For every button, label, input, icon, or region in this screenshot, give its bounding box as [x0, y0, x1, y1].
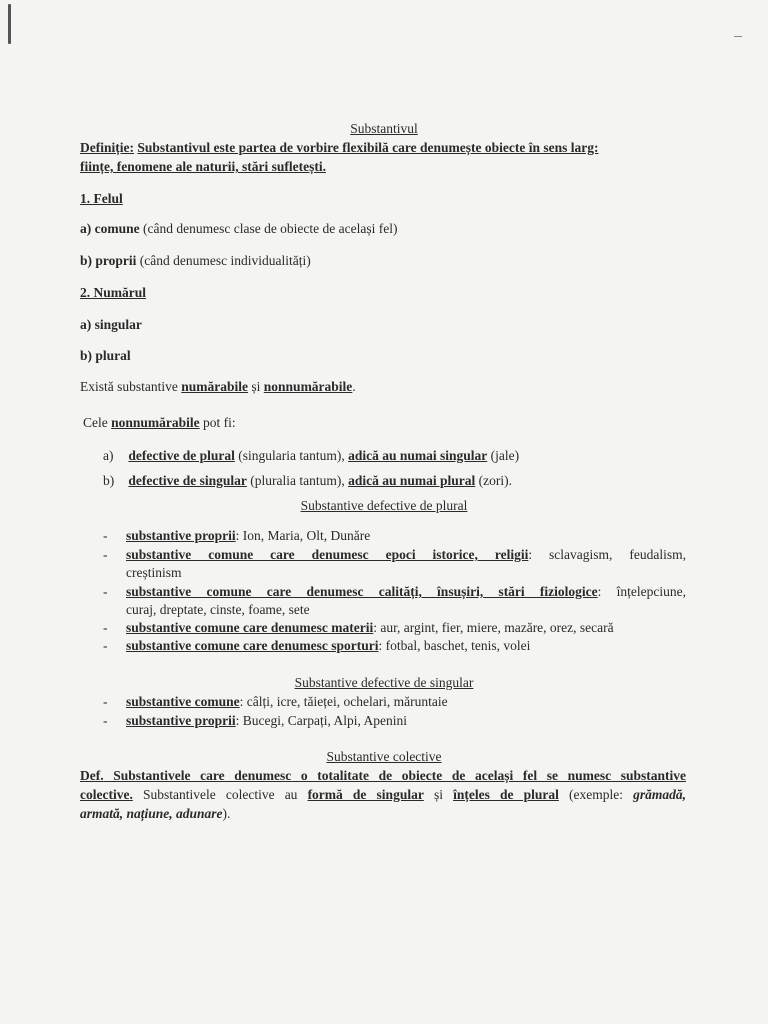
singular-item-2-text: : Bucegi, Carpați, Alpi, Apenini [235, 713, 408, 728]
singular-item-1-term: substantive comune [126, 694, 240, 709]
colective-def-text-1: Substantivele care denumesc o totalitate de obiecte de același fel se numesc substantive [103, 768, 686, 783]
colective-def-line-2 [80, 786, 686, 804]
colective-ex-pre: (exemple: [558, 787, 634, 802]
cele-pre: Cele [83, 415, 112, 430]
singular-item-2 [126, 712, 407, 730]
colective-inteles: înțeles de plural [453, 787, 559, 802]
plural-item-2-term: substantive comune care denumesc epoci istorice, religii [126, 547, 529, 562]
cele-post: pot fi: [199, 415, 236, 430]
exista-pre: Există substantive [80, 379, 182, 394]
colective-def-text-2: colective. [80, 787, 133, 802]
plural-item-2 [126, 546, 686, 564]
list-dash: - [103, 584, 108, 599]
defective-b-marker: b) [103, 473, 115, 488]
list-dash: - [103, 694, 108, 709]
scan-dash-mark [734, 36, 742, 37]
defective-a-post: (jale) [487, 448, 520, 463]
plural-item-3-cont: curaj, dreptate, cinste, foame, sete [126, 602, 310, 617]
page-title: Substantivul [350, 121, 418, 136]
list-dash: - [103, 713, 108, 728]
defective-b-post: (zori). [475, 473, 512, 488]
plural-item-1-term: substantive proprii [126, 528, 236, 543]
felul-item-a [80, 220, 397, 238]
cele-line [83, 414, 236, 432]
colective-ex-end: ). [222, 806, 231, 821]
plural-item-2-text: : sclavagism, feudalism, [528, 547, 686, 562]
list-dash: - [103, 620, 108, 635]
colective-ex-2: armată, națiune, adunare [80, 806, 223, 821]
cele-term: nonnumărabile [111, 415, 200, 430]
plural-item-1-text: : Ion, Maria, Olt, Dunăre [235, 528, 371, 543]
exista-term-1: numărabile [181, 379, 249, 394]
plural-item-4-term: substantive comune care denumesc materii [126, 620, 374, 635]
exista-term-2: nonnumărabile [263, 379, 353, 394]
plural-item-5 [126, 637, 530, 655]
plural-item-3-text: : înțelepciune, [597, 584, 686, 599]
list-dash: - [103, 528, 108, 543]
felul-a-prefix: a) [80, 221, 95, 236]
list-dash: - [103, 638, 108, 653]
colective-line-3 [80, 805, 230, 823]
defective-b-mid: (pluralia tantum), [246, 473, 349, 488]
exista-post: . [352, 379, 356, 394]
plural-item-3-term: substantive comune care denumesc calități, însușiri, stări fiziologice [126, 584, 598, 599]
plural-item-3 [126, 583, 686, 601]
section-title-colective: Substantive colective [326, 749, 442, 764]
colective-def-label: Def. [80, 768, 104, 783]
plural-item-4 [126, 619, 614, 637]
section-title-plural: Substantive defective de plural [300, 498, 468, 513]
defective-a-marker: a) [103, 448, 114, 463]
heading-felul: 1. Felul [80, 191, 123, 206]
plural-item-5-text: : fotbal, baschet, tenis, volei [378, 638, 531, 653]
plural-item-5-term: substantive comune care denumesc sporturi [126, 638, 379, 653]
colective-rest-1: Substantivele colective au [132, 787, 308, 802]
exista-line [80, 378, 356, 396]
felul-item-b [80, 252, 311, 270]
singular-item-1-text: : câlți, icre, tăieței, ochelari, măruntaie [239, 694, 448, 709]
definition-text-1: Substantivul este partea de vorbire flexibilă care denumește obiecte în sens larg: [137, 140, 599, 155]
scan-edge-mark [8, 4, 11, 44]
definition-label: Definiție: [80, 140, 134, 155]
heading-numarul: 2. Numărul [80, 285, 147, 300]
felul-b-term: proprii [95, 253, 137, 268]
singular-item-2-term: substantive proprii [126, 713, 236, 728]
colective-si: și [423, 787, 454, 802]
defective-b-term2: adică au numai plural [348, 473, 476, 488]
defective-b-term: defective de singular [128, 473, 247, 488]
colective-forma: formă de singular [307, 787, 424, 802]
felul-a-term: comune [94, 221, 140, 236]
definition-line-1 [80, 139, 686, 157]
plural-item-4-text: : aur, argint, fier, miere, mazăre, orez, secară [373, 620, 614, 635]
list-dash: - [103, 547, 108, 562]
exista-mid: și [248, 379, 264, 394]
plural-item-1 [126, 527, 370, 545]
numarul-item-a: a) singular [80, 317, 142, 332]
numarul-item-b: b) plural [80, 348, 131, 363]
defective-a-term2: adică au numai singular [348, 448, 488, 463]
colective-ex-1: grămadă, [633, 787, 686, 802]
defective-a-term: defective de plural [128, 448, 235, 463]
defective-item-a [103, 447, 519, 465]
plural-item-2-cont: creștinism [126, 565, 182, 580]
felul-b-rest: (când denumesc individualități) [136, 253, 311, 268]
section-title-singular: Substantive defective de singular [294, 675, 474, 690]
defective-item-b [103, 472, 512, 490]
defective-a-mid: (singularia tantum), [234, 448, 349, 463]
singular-item-1 [126, 693, 448, 711]
felul-b-prefix: b) [80, 253, 96, 268]
felul-a-rest: (când denumesc clase de obiecte de același fel) [139, 221, 398, 236]
colective-def-line-1 [80, 767, 686, 785]
definition-line-2: ființe, fenomene ale naturii, stări sufletești. [80, 159, 326, 174]
